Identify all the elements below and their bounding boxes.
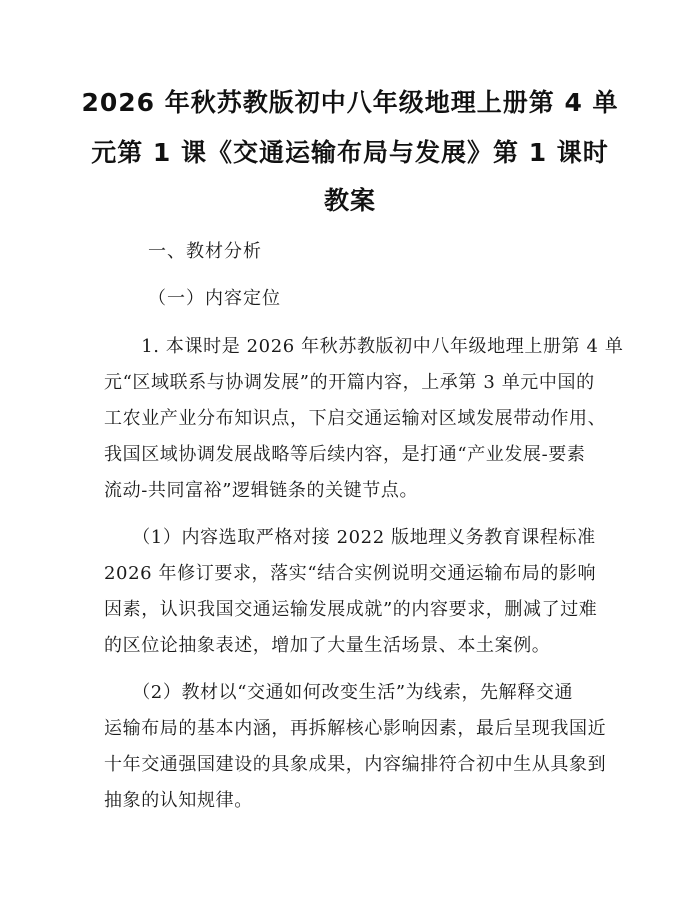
paragraph-line: 十年交通强国建设的具象成果，内容编排符合初中生从具象到 xyxy=(104,754,607,775)
document-title-line-3: 教案 xyxy=(323,186,376,215)
subsection-heading: （一）内容定位 xyxy=(148,288,281,309)
paragraph-line: 流动-共同富裕”逻辑链条的关键节点。 xyxy=(104,480,419,501)
paragraph-3 xyxy=(104,675,607,819)
paragraph-line: （1）内容选取严格对接 2022 版地理义务教育课程标准 xyxy=(104,527,596,548)
paragraph-line: 因素，认识我国交通运输发展成就”的内容要求，删减了过难 xyxy=(104,599,598,620)
paragraph-line: 的区位论抽象表述，增加了大量生活场景、本土案例。 xyxy=(104,635,551,656)
paragraph-line: 元“区域联系与协调发展”的开篇内容，上承第 3 单元中国的 xyxy=(104,372,595,393)
paragraph-line: 抽象的认知规律。 xyxy=(104,790,253,811)
paragraph-2 xyxy=(104,520,604,664)
paragraph-line: 我国区域协调发展战略等后续内容，是打通“产业发展-要素 xyxy=(104,444,586,465)
paragraph-line: （2）教材以“交通如何改变生活”为线索，先解释交通 xyxy=(104,682,574,703)
document-title-line-2: 元第 1 课《交通运输布局与发展》第 1 课时 xyxy=(91,138,609,167)
paragraph-line: 运输布局的基本内涵，再拆解核心影响因素，最后呈现我国近 xyxy=(104,718,607,739)
section-heading: 一、教材分析 xyxy=(148,241,262,262)
paragraph-line: 2026 年修订要求，落实“结合实例说明交通运输布局的影响 xyxy=(104,563,597,584)
document-title-line-1: 2026 年秋苏教版初中八年级地理上册第 4 单 xyxy=(81,88,619,117)
paragraph-line: 工农业产业分布知识点，下启交通运输对区域发展带动作用、 xyxy=(104,408,607,429)
paragraph-line: 1. 本课时是 2026 年秋苏教版初中八年级地理上册第 4 单 xyxy=(104,336,624,357)
paragraph-1 xyxy=(104,329,624,509)
